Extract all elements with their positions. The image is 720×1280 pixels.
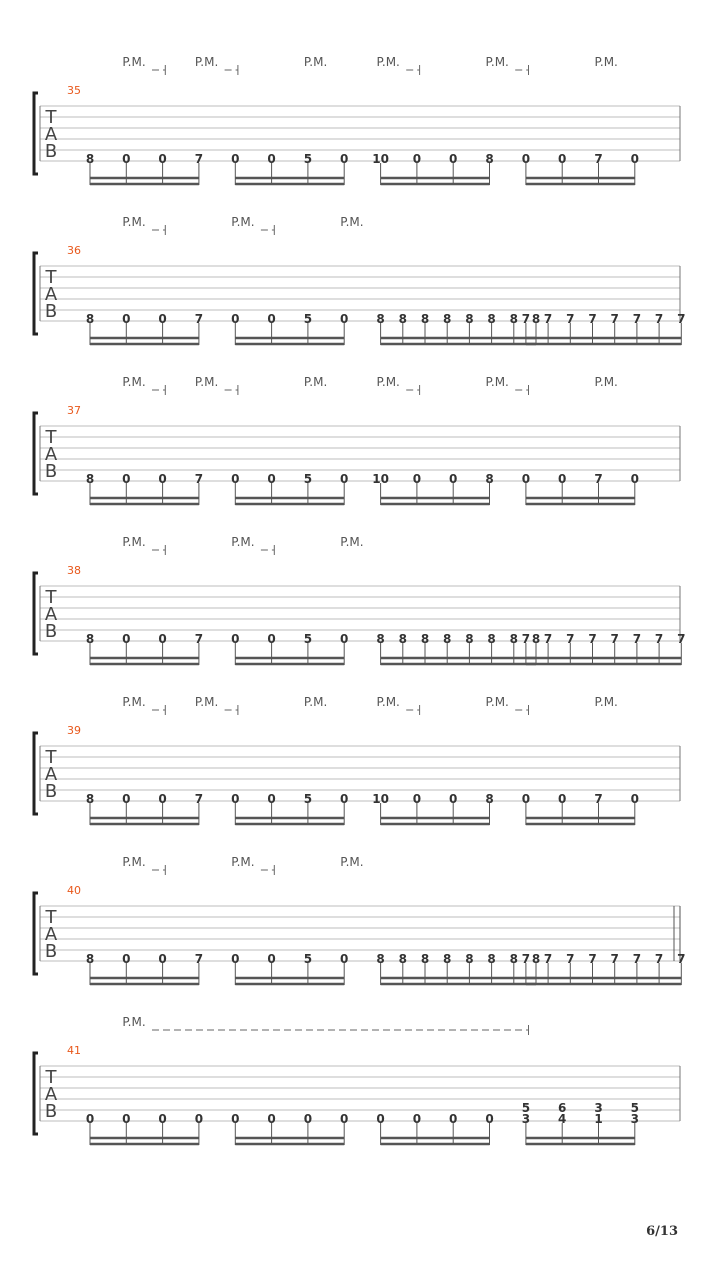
palm-mute-label: P.M.: [194, 55, 219, 69]
palm-mute-label: P.M.: [122, 695, 146, 709]
fret-number: 0: [340, 472, 349, 486]
fret-number: 0: [122, 472, 131, 486]
fret-number: 7: [543, 312, 553, 326]
fret-number: 8: [531, 632, 541, 646]
palm-mute-label: P.M.: [340, 855, 364, 869]
palm-mute-label: P.M.: [303, 695, 328, 709]
fret-number: 0: [267, 952, 276, 966]
fret-number: 0: [158, 312, 167, 326]
fret-number: 0: [521, 792, 531, 806]
fret-number: 8: [398, 312, 407, 326]
fret-number: 0: [158, 152, 167, 166]
fret-number: 8: [443, 312, 452, 326]
palm-mute-label: P.M.: [303, 55, 328, 69]
system-bracket: [34, 893, 38, 974]
measure-number: 36: [67, 244, 81, 257]
fret-number: 0: [340, 312, 349, 326]
fret-number: 0: [231, 1112, 240, 1126]
fret-number: 5: [303, 792, 313, 806]
fret-number: 0: [267, 152, 276, 166]
tab-clef-letter: B: [44, 301, 58, 322]
palm-mute-label: P.M.: [376, 55, 400, 69]
fret-number: 7: [654, 312, 664, 326]
tab-clef-letter: T: [45, 587, 57, 608]
fret-number: 8: [420, 632, 430, 646]
fret-number: 7: [632, 952, 642, 966]
tab-clef-letter: T: [45, 107, 57, 128]
tab-clef-letter: A: [44, 124, 58, 145]
tab-system: [34, 375, 680, 505]
fret-number: 8: [509, 632, 518, 646]
fret-number: 0: [85, 1112, 95, 1126]
fret-number: 0: [158, 792, 167, 806]
palm-mute-label: P.M.: [231, 535, 255, 549]
fret-number: 8: [85, 312, 95, 326]
fret-number: 5: [521, 1101, 531, 1115]
fret-number: 0: [267, 472, 276, 486]
fret-number: 0: [412, 472, 422, 486]
fret-number: 0: [412, 792, 422, 806]
fret-number: 0: [521, 152, 531, 166]
fret-number: 8: [376, 312, 385, 326]
tab-clef-letter: T: [45, 1067, 57, 1088]
fret-number: 7: [566, 952, 575, 966]
fret-number: 0: [122, 152, 131, 166]
palm-mute-label: P.M.: [122, 535, 146, 549]
tab-clef-letter: B: [44, 141, 58, 162]
fret-number: 8: [509, 312, 518, 326]
measure-number: 35: [67, 84, 81, 97]
fret-number: 0: [231, 472, 240, 486]
tab-system: [34, 215, 685, 345]
palm-mute-label: P.M.: [485, 695, 509, 709]
fret-number: 7: [194, 952, 204, 966]
fret-number: 10: [372, 792, 389, 806]
fret-number: 0: [122, 1112, 131, 1126]
tab-system: [34, 55, 680, 185]
palm-mute-label: P.M.: [594, 375, 618, 389]
fret-number: 10: [372, 472, 389, 486]
tab-system: [34, 1015, 680, 1145]
palm-mute-label: P.M.: [231, 215, 255, 229]
fret-number: 0: [303, 1112, 313, 1126]
system-bracket: [34, 253, 38, 334]
palm-mute-label: P.M.: [122, 375, 146, 389]
fret-number: 8: [85, 472, 95, 486]
fret-number: 8: [531, 312, 541, 326]
fret-number: 0: [158, 952, 167, 966]
measure-number: 37: [67, 404, 81, 417]
tab-clef-letter: A: [44, 924, 58, 945]
fret-number: 0: [340, 632, 349, 646]
fret-number: 5: [630, 1101, 639, 1115]
fret-number: 7: [594, 472, 603, 486]
fret-number: 8: [487, 632, 496, 646]
fret-number: 8: [85, 152, 95, 166]
fret-number: 0: [630, 792, 639, 806]
fret-number: 0: [340, 792, 349, 806]
fret-number: 8: [443, 952, 452, 966]
system-bracket: [34, 93, 38, 174]
fret-number: 7: [677, 632, 686, 646]
fret-number: 3: [521, 1112, 531, 1126]
palm-mute-label: P.M.: [122, 1015, 146, 1029]
fret-number: 0: [340, 1112, 349, 1126]
fret-number: 0: [558, 152, 567, 166]
fret-number: 7: [194, 472, 204, 486]
system-bracket: [34, 573, 38, 654]
fret-number: 8: [509, 952, 518, 966]
tab-system: [34, 855, 685, 985]
tab-clef-letter: A: [44, 284, 58, 305]
palm-mute-label: P.M.: [376, 375, 400, 389]
fret-number: 7: [610, 952, 619, 966]
tab-system: [34, 535, 685, 665]
fret-number: 0: [267, 632, 276, 646]
fret-number: 0: [449, 472, 458, 486]
fret-number: 0: [158, 632, 167, 646]
palm-mute-label: P.M.: [303, 375, 328, 389]
fret-number: 0: [521, 472, 531, 486]
fret-number: 0: [630, 472, 639, 486]
fret-number: 8: [443, 632, 452, 646]
fret-number: 0: [412, 1112, 422, 1126]
fret-number: 8: [420, 952, 430, 966]
palm-mute-label: P.M.: [122, 55, 146, 69]
fret-number: 0: [122, 792, 131, 806]
fret-number: 5: [303, 152, 313, 166]
fret-number: 7: [521, 312, 531, 326]
system-bracket: [34, 1053, 38, 1134]
fret-number: 8: [376, 952, 385, 966]
fret-number: 7: [543, 632, 553, 646]
palm-mute-label: P.M.: [485, 55, 509, 69]
fret-number: 0: [376, 1112, 385, 1126]
fret-number: 8: [376, 632, 385, 646]
fret-number: 0: [158, 472, 167, 486]
fret-number: 7: [594, 152, 603, 166]
fret-number: 7: [194, 632, 204, 646]
tab-clef-letter: A: [44, 764, 58, 785]
fret-number: 8: [398, 952, 407, 966]
fret-number: 0: [231, 152, 240, 166]
palm-mute-label: P.M.: [194, 695, 219, 709]
tab-clef-letter: T: [45, 907, 57, 928]
tab-clef-letter: T: [45, 267, 57, 288]
fret-number: 7: [521, 632, 531, 646]
fret-number: 7: [632, 632, 642, 646]
fret-number: 0: [340, 952, 349, 966]
tab-clef-letter: A: [44, 604, 58, 625]
fret-number: 0: [630, 152, 639, 166]
palm-mute-label: P.M.: [594, 695, 618, 709]
fret-number: 3: [630, 1112, 639, 1126]
fret-number: 5: [303, 632, 313, 646]
fret-number: 8: [465, 952, 474, 966]
fret-number: 8: [485, 472, 494, 486]
tab-clef-letter: B: [44, 621, 58, 642]
fret-number: 0: [558, 792, 567, 806]
palm-mute-label: P.M.: [340, 535, 364, 549]
palm-mute-label: P.M.: [376, 695, 400, 709]
fret-number: 0: [485, 1112, 494, 1126]
fret-number: 5: [303, 952, 313, 966]
fret-number: 8: [465, 632, 474, 646]
tab-clef-letter: B: [44, 941, 58, 962]
fret-number: 10: [372, 152, 389, 166]
fret-number: 0: [231, 952, 240, 966]
fret-number: 0: [412, 152, 422, 166]
tab-clef-letter: A: [44, 1084, 58, 1105]
fret-number: 7: [588, 952, 597, 966]
fret-number: 7: [677, 312, 686, 326]
fret-number: 8: [85, 952, 95, 966]
system-bracket: [34, 733, 38, 814]
fret-number: 0: [558, 472, 567, 486]
fret-number: 4: [558, 1112, 567, 1126]
palm-mute-label: P.M.: [594, 55, 618, 69]
fret-number: 7: [654, 632, 664, 646]
fret-number: 3: [594, 1101, 603, 1115]
fret-number: 0: [449, 152, 458, 166]
tab-clef-letter: B: [44, 781, 58, 802]
palm-mute-label: P.M.: [231, 855, 255, 869]
fret-number: 7: [610, 632, 619, 646]
measure-number: 39: [67, 724, 81, 737]
fret-number: 8: [398, 632, 407, 646]
fret-number: 0: [267, 792, 276, 806]
palm-mute-label: P.M.: [340, 215, 364, 229]
fret-number: 7: [566, 312, 575, 326]
fret-number: 7: [677, 952, 686, 966]
fret-number: 7: [566, 632, 575, 646]
tab-clef-letter: T: [45, 427, 57, 448]
fret-number: 7: [654, 952, 664, 966]
fret-number: 8: [487, 312, 496, 326]
fret-number: 5: [303, 472, 313, 486]
palm-mute-label: P.M.: [485, 375, 509, 389]
fret-number: 0: [340, 152, 349, 166]
fret-number: 7: [543, 952, 553, 966]
measure-number: 41: [67, 1044, 81, 1057]
fret-number: 0: [231, 632, 240, 646]
fret-number: 7: [610, 312, 619, 326]
tab-clef-letter: B: [44, 461, 58, 482]
fret-number: 8: [487, 952, 496, 966]
fret-number: 0: [158, 1112, 167, 1126]
palm-mute-label: P.M.: [122, 215, 146, 229]
fret-number: 1: [594, 1112, 603, 1126]
fret-number: 7: [632, 312, 642, 326]
fret-number: 0: [122, 952, 131, 966]
fret-number: 0: [449, 792, 458, 806]
system-bracket: [34, 413, 38, 494]
fret-number: 7: [588, 312, 597, 326]
tab-clef-letter: A: [44, 444, 58, 465]
measure-number: 38: [67, 564, 81, 577]
fret-number: 5: [303, 312, 313, 326]
fret-number: 0: [267, 312, 276, 326]
fret-number: 8: [465, 312, 474, 326]
palm-mute-label: P.M.: [122, 855, 146, 869]
fret-number: 6: [558, 1101, 567, 1115]
palm-mute-label: P.M.: [194, 375, 219, 389]
fret-number: 0: [231, 792, 240, 806]
fret-number: 7: [594, 792, 603, 806]
fret-number: 8: [485, 152, 494, 166]
tab-system: [34, 695, 680, 825]
fret-number: 7: [521, 952, 531, 966]
fret-number: 8: [85, 632, 95, 646]
fret-number: 0: [449, 1112, 458, 1126]
fret-number: 8: [420, 312, 430, 326]
measure-number: 40: [67, 884, 81, 897]
fret-number: 7: [194, 792, 204, 806]
tab-clef-letter: T: [45, 747, 57, 768]
fret-number: 8: [485, 792, 494, 806]
page-number: 6/13: [646, 1224, 678, 1239]
fret-number: 0: [267, 1112, 276, 1126]
fret-number: 0: [122, 632, 131, 646]
fret-number: 0: [231, 312, 240, 326]
fret-number: 0: [194, 1112, 204, 1126]
fret-number: 7: [194, 152, 204, 166]
fret-number: 8: [85, 792, 95, 806]
fret-number: 7: [588, 632, 597, 646]
tab-clef-letter: B: [44, 1101, 58, 1122]
fret-number: 7: [194, 312, 204, 326]
fret-number: 8: [531, 952, 541, 966]
fret-number: 0: [122, 312, 131, 326]
